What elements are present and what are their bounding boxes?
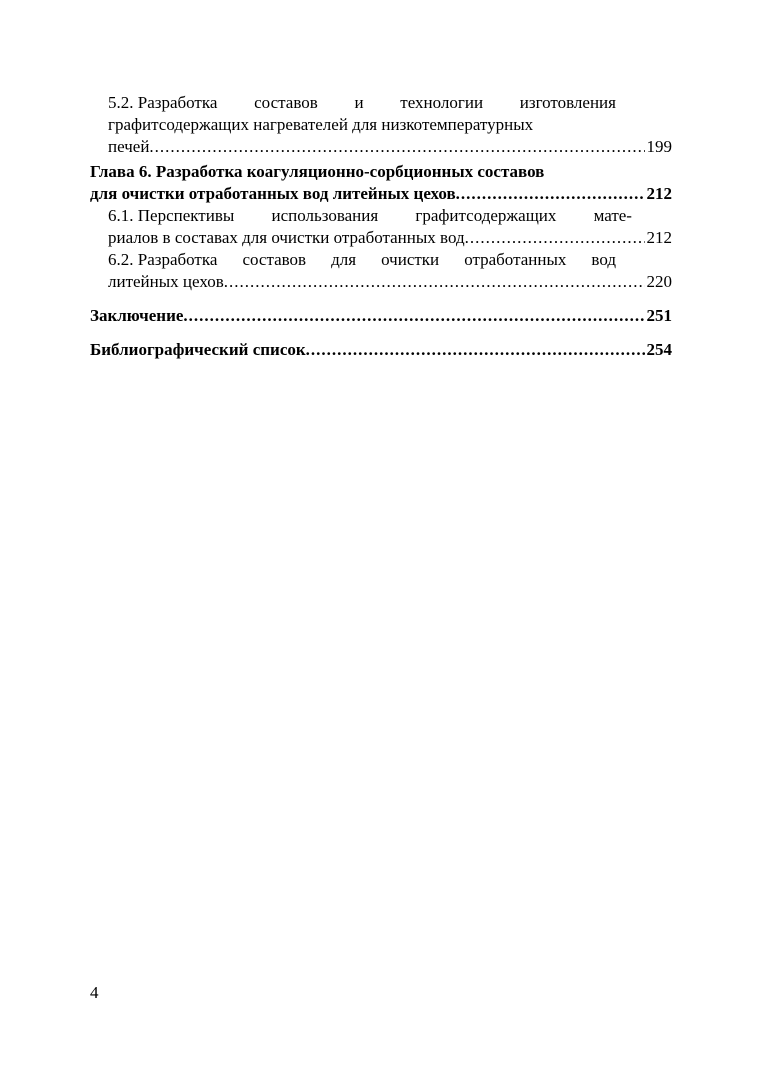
toc-page-number: 212 [646,184,672,203]
toc-page-number: 199 [646,137,672,156]
dot-leader [183,305,644,327]
toc-word: изготовления [519,93,616,112]
toc-text: графитсодержащих нагревателей для низкотемпературных [108,115,534,134]
toc-text: литейных цехов [108,272,224,291]
toc-entry-6-1-line1 [90,205,672,227]
table-of-contents [90,92,672,361]
toc-page-number: 251 [646,306,672,325]
toc-entry-6-2-line2[interactable] [90,271,672,293]
toc-text: Библиографический список [90,340,306,359]
dot-leader [465,227,645,249]
toc-word: составов [254,93,318,112]
toc-text: для очистки отработанных вод литейных цехов [90,184,456,203]
toc-word: вод [591,250,616,269]
dot-leader [224,271,645,293]
toc-entry-5-2-line2 [90,114,672,136]
toc-page-number: 254 [646,340,672,359]
toc-word: использования [271,206,379,225]
toc-word: составов [242,250,307,269]
toc-word: отработанных [464,250,567,269]
toc-word: мате- [593,206,632,225]
toc-conclusion[interactable] [90,305,672,327]
toc-word: 5.2. Разработка [108,93,218,112]
toc-text: риалов в составах для очистки отработанных вод [108,228,465,247]
toc-word: графитсодержащих [415,206,557,225]
toc-word: технологии [400,93,484,112]
dot-leader [456,183,645,205]
toc-entry-6-1-line2[interactable] [90,227,672,249]
page-number: 4 [90,983,99,1002]
toc-chapter-6-line1 [90,161,672,183]
toc-text: Заключение [90,306,184,325]
dot-leader [149,136,644,158]
toc-text: Глава 6. Разработка коагуляционно-сорбционных составов [90,162,545,181]
toc-page-number: 220 [646,272,672,291]
toc-word: 6.1. Перспективы [108,206,235,225]
toc-word: и [354,93,364,112]
toc-entry-6-2-line1 [90,249,672,271]
toc-entry-5-2-line3[interactable] [90,136,672,158]
toc-bibliography[interactable] [90,339,672,361]
toc-word: 6.2. Разработка [108,250,218,269]
dot-leader [306,339,645,361]
toc-word: для [331,250,357,269]
toc-text: печей [108,137,150,156]
toc-chapter-6-line2[interactable] [90,183,672,205]
toc-page-number: 212 [646,228,672,247]
toc-entry-5-2-line1 [90,92,672,114]
toc-word: очистки [381,250,440,269]
